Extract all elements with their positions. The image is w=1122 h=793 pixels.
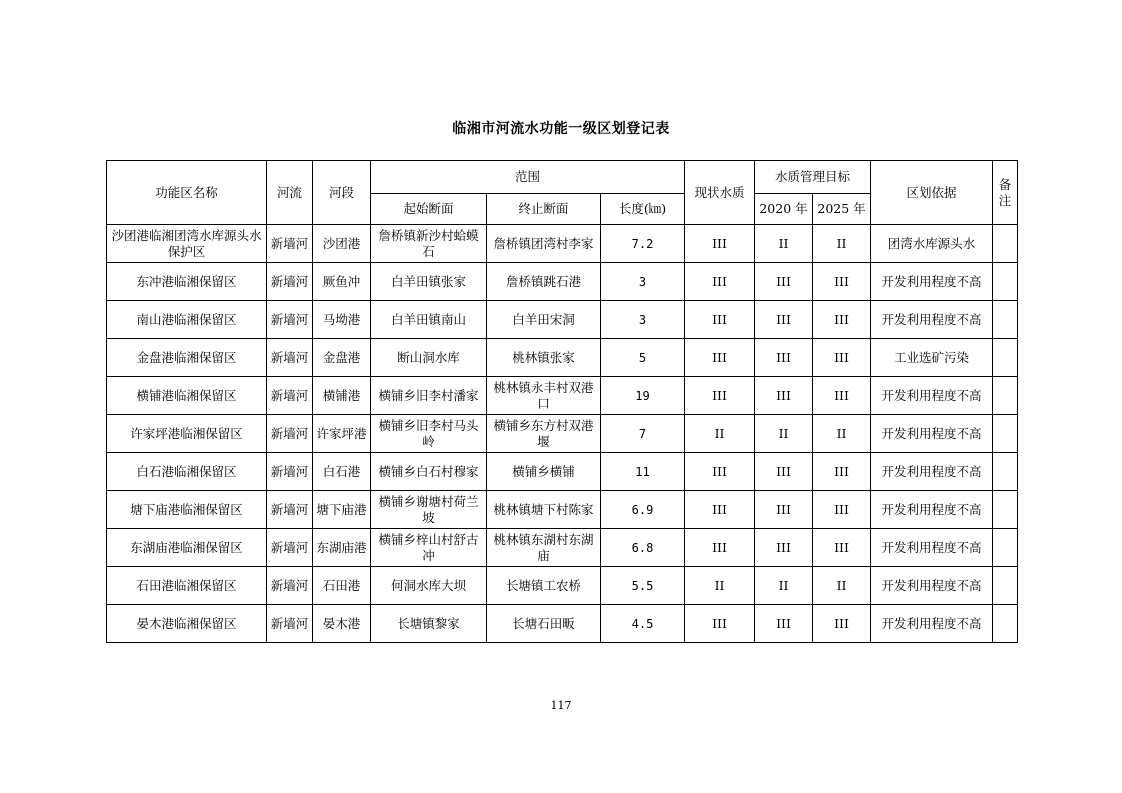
cell-river: 新墙河 <box>267 301 313 339</box>
cell-target-2020: III <box>755 301 813 339</box>
cell-river: 新墙河 <box>267 263 313 301</box>
cell-target-2020: III <box>755 491 813 529</box>
cell-section: 厥鱼冲 <box>313 263 371 301</box>
cell-river: 新墙河 <box>267 415 313 453</box>
header-current-quality: 现状水质 <box>685 161 755 225</box>
cell-section: 横铺港 <box>313 377 371 415</box>
cell-target-2025: II <box>813 225 871 263</box>
cell-current-quality: III <box>685 529 755 567</box>
cell-target-2020: III <box>755 605 813 643</box>
cell-start: 白羊田镇南山 <box>371 301 487 339</box>
header-section: 河段 <box>313 161 371 225</box>
cell-river: 新墙河 <box>267 453 313 491</box>
cell-name: 沙团港临湘团湾水库源头水保护区 <box>107 225 267 263</box>
cell-section: 许家坪港 <box>313 415 371 453</box>
cell-target-2025: II <box>813 567 871 605</box>
cell-current-quality: III <box>685 453 755 491</box>
cell-basis: 开发利用程度不高 <box>871 567 993 605</box>
cell-length: 5 <box>601 339 685 377</box>
cell-remark <box>993 453 1018 491</box>
cell-target-2020: III <box>755 529 813 567</box>
cell-current-quality: II <box>685 567 755 605</box>
table-row <box>107 605 1018 643</box>
cell-length: 7 <box>601 415 685 453</box>
cell-section: 金盘港 <box>313 339 371 377</box>
cell-name: 白石港临湘保留区 <box>107 453 267 491</box>
cell-target-2020: II <box>755 567 813 605</box>
header-basis: 区划依据 <box>871 161 993 225</box>
cell-basis: 开发利用程度不高 <box>871 263 993 301</box>
cell-remark <box>993 301 1018 339</box>
table-row <box>107 567 1018 605</box>
cell-section: 塘下庙港 <box>313 491 371 529</box>
cell-basis: 开发利用程度不高 <box>871 491 993 529</box>
header-remark: 备注 <box>993 161 1018 225</box>
cell-basis: 开发利用程度不高 <box>871 529 993 567</box>
cell-river: 新墙河 <box>267 567 313 605</box>
cell-target-2020: II <box>755 225 813 263</box>
cell-basis: 工业选矿污染 <box>871 339 993 377</box>
cell-river: 新墙河 <box>267 491 313 529</box>
cell-target-2020: III <box>755 263 813 301</box>
cell-target-2025: III <box>813 529 871 567</box>
table-row <box>107 377 1018 415</box>
table-row <box>107 225 1018 263</box>
cell-start: 断山洞水库 <box>371 339 487 377</box>
cell-end: 詹桥镇团湾村李家 <box>487 225 601 263</box>
cell-start: 横铺乡白石村穆家 <box>371 453 487 491</box>
cell-start: 何洞水库大坝 <box>371 567 487 605</box>
cell-current-quality: II <box>685 415 755 453</box>
cell-start: 横铺乡旧李村马头岭 <box>371 415 487 453</box>
cell-end: 横铺乡东方村双港堰 <box>487 415 601 453</box>
cell-target-2020: III <box>755 339 813 377</box>
cell-end: 桃林镇东湖村东湖庙 <box>487 529 601 567</box>
table-row <box>107 491 1018 529</box>
header-start: 起始断面 <box>371 194 487 225</box>
cell-current-quality: III <box>685 301 755 339</box>
cell-target-2020: III <box>755 453 813 491</box>
cell-end: 桃林镇张家 <box>487 339 601 377</box>
cell-name: 许家坪港临湘保留区 <box>107 415 267 453</box>
table-row <box>107 529 1018 567</box>
cell-current-quality: III <box>685 263 755 301</box>
cell-length: 5.5 <box>601 567 685 605</box>
cell-target-2025: III <box>813 605 871 643</box>
cell-target-2025: III <box>813 453 871 491</box>
cell-length: 6.8 <box>601 529 685 567</box>
table-row <box>107 263 1018 301</box>
cell-remark <box>993 567 1018 605</box>
cell-length: 4.5 <box>601 605 685 643</box>
table-row <box>107 415 1018 453</box>
table-header <box>107 161 1018 225</box>
cell-section: 马坳港 <box>313 301 371 339</box>
registration-table <box>106 160 1018 643</box>
cell-section: 沙团港 <box>313 225 371 263</box>
table-row <box>107 339 1018 377</box>
cell-name: 塘下庙港临湘保留区 <box>107 491 267 529</box>
header-name: 功能区名称 <box>107 161 267 225</box>
header-2025: 2025 年 <box>813 194 871 225</box>
cell-section: 石田港 <box>313 567 371 605</box>
cell-target-2025: II <box>813 415 871 453</box>
cell-length: 7.2 <box>601 225 685 263</box>
cell-name: 东冲港临湘保留区 <box>107 263 267 301</box>
cell-current-quality: III <box>685 339 755 377</box>
cell-basis: 开发利用程度不高 <box>871 377 993 415</box>
cell-start: 白羊田镇张家 <box>371 263 487 301</box>
cell-current-quality: III <box>685 491 755 529</box>
page-title: 临湘市河流水功能一级区划登记表 <box>452 121 670 137</box>
cell-end: 白羊田宋洞 <box>487 301 601 339</box>
cell-target-2025: III <box>813 263 871 301</box>
cell-river: 新墙河 <box>267 339 313 377</box>
cell-remark <box>993 225 1018 263</box>
cell-target-2025: III <box>813 377 871 415</box>
header-length: 长度(㎞) <box>601 194 685 225</box>
cell-start: 詹桥镇新沙村蛤蟆石 <box>371 225 487 263</box>
cell-end: 长塘石田畈 <box>487 605 601 643</box>
cell-name: 晏木港临湘保留区 <box>107 605 267 643</box>
cell-start: 长塘镇黎家 <box>371 605 487 643</box>
cell-start: 横铺乡梓山村舒古冲 <box>371 529 487 567</box>
cell-name: 南山港临湘保留区 <box>107 301 267 339</box>
cell-river: 新墙河 <box>267 225 313 263</box>
header-river: 河流 <box>267 161 313 225</box>
cell-target-2020: II <box>755 415 813 453</box>
page-number: 117 <box>550 699 572 712</box>
cell-current-quality: III <box>685 377 755 415</box>
cell-basis: 开发利用程度不高 <box>871 453 993 491</box>
table-row <box>107 301 1018 339</box>
cell-length: 6.9 <box>601 491 685 529</box>
cell-remark <box>993 339 1018 377</box>
cell-section: 晏木港 <box>313 605 371 643</box>
cell-name: 横铺港临湘保留区 <box>107 377 267 415</box>
cell-remark <box>993 605 1018 643</box>
cell-name: 石田港临湘保留区 <box>107 567 267 605</box>
cell-length: 11 <box>601 453 685 491</box>
cell-remark <box>993 377 1018 415</box>
cell-river: 新墙河 <box>267 529 313 567</box>
cell-name: 东湖庙港临湘保留区 <box>107 529 267 567</box>
cell-basis: 团湾水库源头水 <box>871 225 993 263</box>
cell-river: 新墙河 <box>267 377 313 415</box>
cell-remark <box>993 415 1018 453</box>
cell-current-quality: III <box>685 605 755 643</box>
cell-start: 横铺乡旧李村潘家 <box>371 377 487 415</box>
cell-length: 19 <box>601 377 685 415</box>
cell-section: 东湖庙港 <box>313 529 371 567</box>
cell-name: 金盘港临湘保留区 <box>107 339 267 377</box>
cell-river: 新墙河 <box>267 605 313 643</box>
cell-basis: 开发利用程度不高 <box>871 301 993 339</box>
header-2020: 2020 年 <box>755 194 813 225</box>
cell-target-2020: III <box>755 377 813 415</box>
cell-length: 3 <box>601 301 685 339</box>
cell-target-2025: III <box>813 339 871 377</box>
cell-end: 桃林镇塘下村陈家 <box>487 491 601 529</box>
cell-current-quality: III <box>685 225 755 263</box>
cell-length: 3 <box>601 263 685 301</box>
table-row <box>107 453 1018 491</box>
table-body <box>107 225 1018 643</box>
cell-basis: 开发利用程度不高 <box>871 605 993 643</box>
header-target: 水质管理目标 <box>755 161 871 194</box>
cell-start: 横铺乡谢塘村荷兰坡 <box>371 491 487 529</box>
header-end: 终止断面 <box>487 194 601 225</box>
cell-end: 长塘镇工农桥 <box>487 567 601 605</box>
cell-target-2025: III <box>813 301 871 339</box>
header-range: 范围 <box>371 161 685 194</box>
cell-section: 白石港 <box>313 453 371 491</box>
cell-end: 詹桥镇跳石港 <box>487 263 601 301</box>
cell-end: 横铺乡横铺 <box>487 453 601 491</box>
cell-remark <box>993 529 1018 567</box>
cell-end: 桃林镇永丰村双港口 <box>487 377 601 415</box>
cell-remark <box>993 263 1018 301</box>
cell-remark <box>993 491 1018 529</box>
cell-target-2025: III <box>813 491 871 529</box>
cell-basis: 开发利用程度不高 <box>871 415 993 453</box>
